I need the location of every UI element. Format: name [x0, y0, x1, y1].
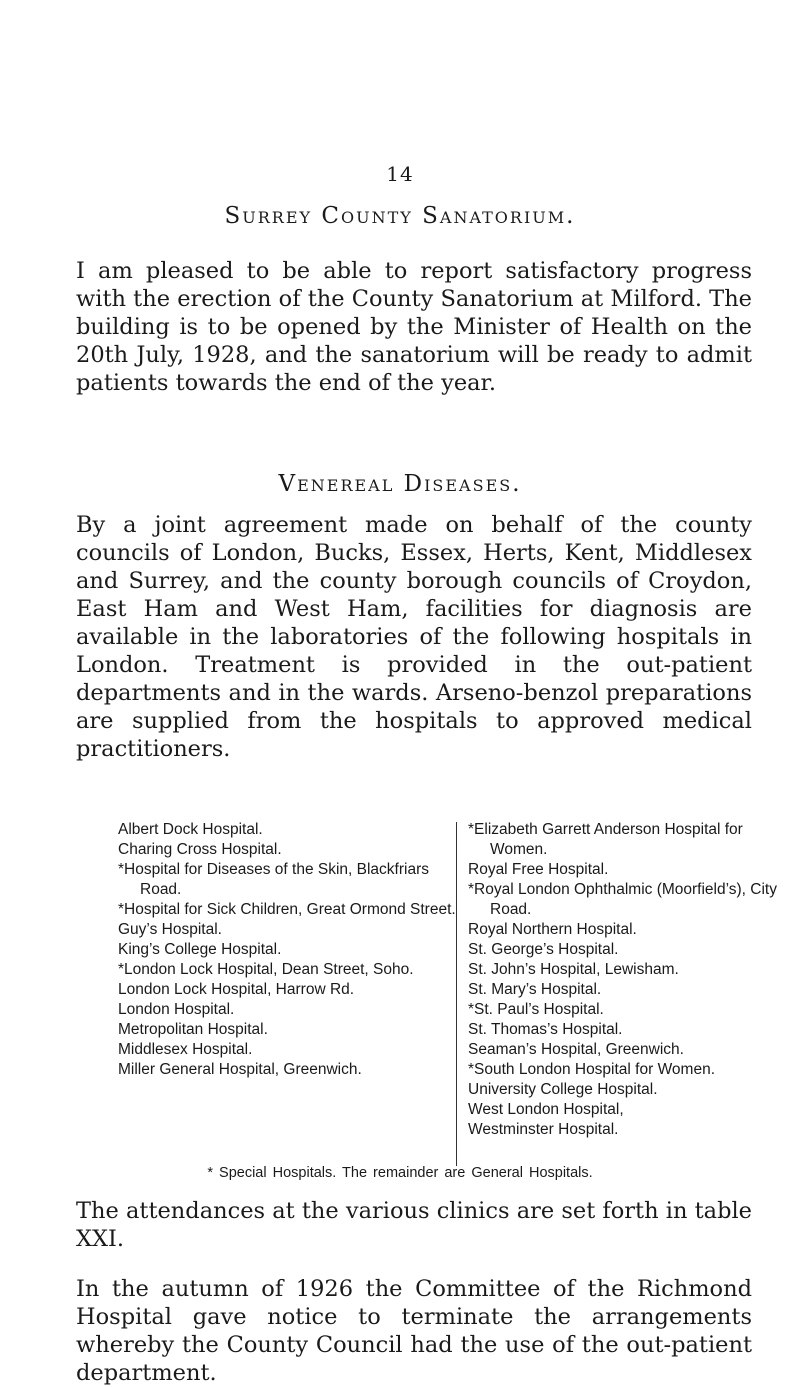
section-heading-sanatorium: Surrey County Sanatorium.	[224, 203, 576, 229]
paragraph-attendances: The attendances at the various clinics are set forth in table XXI.	[76, 1198, 752, 1252]
hospital-list-item: Guy’s Hospital.	[118, 921, 222, 938]
hospital-list-item: Seaman’s Hospital, Greenwich.	[468, 1041, 684, 1058]
hospital-list-item: St. Thomas’s Hospital.	[468, 1021, 623, 1038]
hospital-list-item: *South London Hospital for Women.	[468, 1061, 716, 1078]
hospital-list-item: *Elizabeth Garrett Anderson Hospital for Women.	[468, 821, 743, 858]
hospital-list-item: *Royal London Ophthalmic (Moorfield’s), City Road.	[468, 881, 777, 918]
hospital-list-item: *London Lock Hospital, Dean Street, Soho.	[118, 961, 414, 978]
hospital-list-item: Albert Dock Hospital.	[118, 821, 263, 838]
hospital-list-item: London Hospital.	[118, 1001, 235, 1018]
hospital-list-item: University College Hospital.	[468, 1081, 658, 1098]
hospital-list-item: St. George’s Hospital.	[468, 941, 619, 958]
page-number: 14	[386, 162, 414, 186]
section-heading-venereal-diseases: Venereal Diseases.	[278, 471, 522, 497]
hospital-list-item: St. Mary’s Hospital.	[468, 981, 602, 998]
paragraph-venereal-diseases: By a joint agreement made on behalf of the county councils of London, Bucks, Essex, Herts, Kent, Middlesex and Surrey, and the county borough councils of Croydon, East Ham and West Ham, facilities for diagnosis are available in the laboratories of the following hospitals in London. Treatment is provided in the out-patient departments and in the wards. Arseno-benzol preparations are supplied from the hospitals to approved medical practitioners.	[76, 512, 752, 762]
hospital-list-item: Charing Cross Hospital.	[118, 841, 282, 858]
hospital-list-item: *Hospital for Diseases of the Skin, Blackfriars Road.	[118, 861, 429, 898]
hospital-list-item: Royal Northern Hospital.	[468, 921, 637, 938]
hospital-list-item: London Lock Hospital, Harrow Rd.	[118, 981, 355, 998]
hospital-list-left	[118, 820, 458, 1080]
hospital-list-item: West London Hospital,	[468, 1101, 624, 1118]
hospital-list-item: *Hospital for Sick Children, Great Ormond Street.	[118, 901, 456, 918]
hospital-list-item: St. John’s Hospital, Lewisham.	[468, 961, 679, 978]
hospital-list-item: King’s College Hospital.	[118, 941, 282, 958]
hospital-list-item: Metropolitan Hospital.	[118, 1021, 268, 1038]
hospital-list-item: Miller General Hospital, Greenwich.	[118, 1061, 362, 1078]
column-divider	[456, 822, 457, 1166]
hospital-list-item: Middlesex Hospital.	[118, 1041, 253, 1058]
paragraph-richmond-hospital: In the autumn of 1926 the Committee of the Richmond Hospital gave notice to terminate the arrangements whereby the County Council had the use of the out-patient department.	[76, 1276, 752, 1386]
hospital-list-item: Royal Free Hospital.	[468, 861, 609, 878]
hospital-list-item: *St. Paul’s Hospital.	[468, 1001, 604, 1018]
hospital-list-right	[468, 820, 798, 1140]
hospital-list-item: Westminster Hospital.	[468, 1121, 619, 1138]
hospital-footnote: * Special Hospitals. The remainder are General Hospitals.	[207, 1165, 593, 1181]
paragraph-sanatorium: I am pleased to be able to report satisfactory progress with the erection of the County Sanatorium at Milford. The building is to be opened by the Minister of Health on the 20th July, 1928, and the sanatorium will be ready to admit patients towards the end of the year.	[76, 258, 752, 396]
